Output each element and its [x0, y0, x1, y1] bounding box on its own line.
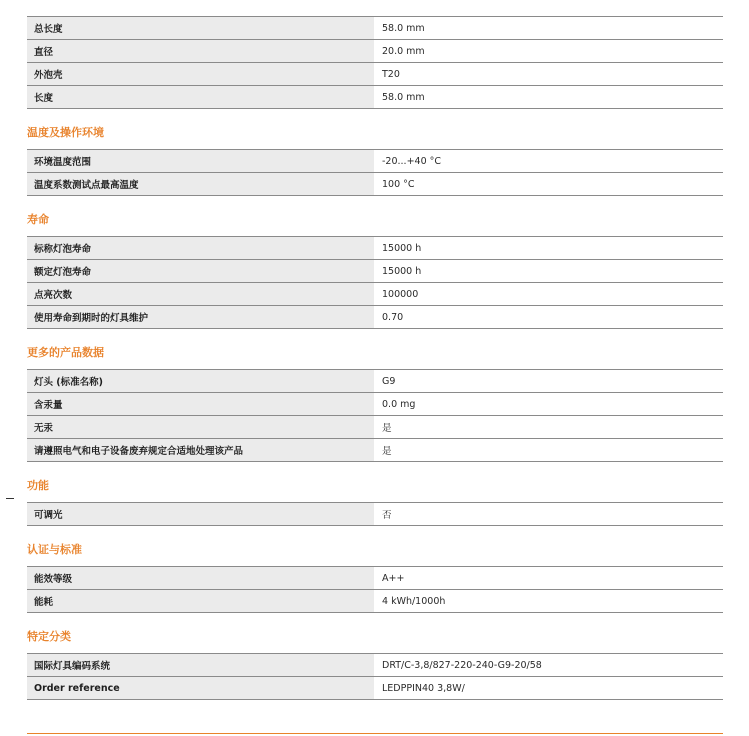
spec-value: 20.0 mm [374, 40, 723, 63]
spec-label: 国际灯具编码系统 [27, 654, 374, 677]
spec-table-certification [27, 566, 723, 613]
table-row [27, 677, 723, 700]
table-row [27, 283, 723, 306]
spec-value: 58.0 mm [374, 86, 723, 109]
spec-label: 环境温度范围 [27, 150, 374, 173]
spec-value: 58.0 mm [374, 17, 723, 40]
spec-value: 0.0 mg [374, 393, 723, 416]
spec-label: 温度系数测试点最高温度 [27, 173, 374, 196]
spec-label: 能耗 [27, 590, 374, 613]
spec-label: 标称灯泡寿命 [27, 237, 374, 260]
product-spec-sheet [27, 16, 723, 700]
table-row [27, 393, 723, 416]
spec-table-function [27, 502, 723, 526]
spec-value: 100000 [374, 283, 723, 306]
spec-table-temperature [27, 149, 723, 196]
section-title-certification: 认证与标准 [27, 543, 82, 556]
spec-label: 可调光 [27, 503, 374, 526]
spec-value: 15000 h [374, 260, 723, 283]
spec-value: 是 [374, 439, 723, 462]
spec-value: LEDPPIN40 3,8W/ [374, 677, 723, 700]
spec-value: 0.70 [374, 306, 723, 329]
spec-value: -20...+40 °C [374, 150, 723, 173]
spec-label: 直径 [27, 40, 374, 63]
section-title-function: 功能 [27, 479, 49, 492]
table-row [27, 40, 723, 63]
table-row [27, 63, 723, 86]
margin-dash-mark [6, 498, 14, 499]
spec-value: 是 [374, 416, 723, 439]
spec-label: 灯头 (标准名称) [27, 370, 374, 393]
spec-table-more-product-data [27, 369, 723, 462]
section-title-more-product-data: 更多的产品数据 [27, 346, 104, 359]
spec-label: Order reference [27, 677, 374, 700]
spec-value: DRT/C-3,8/827-220-240-G9-20/58 [374, 654, 723, 677]
spec-label: 含汞量 [27, 393, 374, 416]
section-title-temperature: 温度及操作环境 [27, 126, 104, 139]
footer-accent-rule [27, 733, 723, 734]
table-row [27, 567, 723, 590]
table-row [27, 173, 723, 196]
table-row [27, 237, 723, 260]
table-row [27, 654, 723, 677]
spec-label: 总长度 [27, 17, 374, 40]
spec-label: 无汞 [27, 416, 374, 439]
table-row [27, 503, 723, 526]
section-title-classification: 特定分类 [27, 630, 71, 643]
table-row [27, 439, 723, 462]
spec-table-lifetime [27, 236, 723, 329]
section-title-lifetime: 寿命 [27, 213, 49, 226]
spec-table-classification [27, 653, 723, 700]
spec-label: 点亮次数 [27, 283, 374, 306]
spec-value: 否 [374, 503, 723, 526]
table-row [27, 370, 723, 393]
spec-label: 能效等级 [27, 567, 374, 590]
spec-value: G9 [374, 370, 723, 393]
spec-label: 长度 [27, 86, 374, 109]
table-row [27, 416, 723, 439]
spec-label: 额定灯泡寿命 [27, 260, 374, 283]
spec-label: 使用寿命到期时的灯具维护 [27, 306, 374, 329]
spec-value: T20 [374, 63, 723, 86]
spec-value: 4 kWh/1000h [374, 590, 723, 613]
table-row [27, 150, 723, 173]
spec-label: 外泡壳 [27, 63, 374, 86]
spec-value: A++ [374, 567, 723, 590]
spec-value: 100 °C [374, 173, 723, 196]
table-row [27, 260, 723, 283]
table-row [27, 306, 723, 329]
spec-label: 请遵照电气和电子设备废弃规定合适地处理该产品 [27, 439, 374, 462]
table-row [27, 86, 723, 109]
table-row [27, 17, 723, 40]
spec-table-dimensions [27, 16, 723, 109]
spec-value: 15000 h [374, 237, 723, 260]
table-row [27, 590, 723, 613]
